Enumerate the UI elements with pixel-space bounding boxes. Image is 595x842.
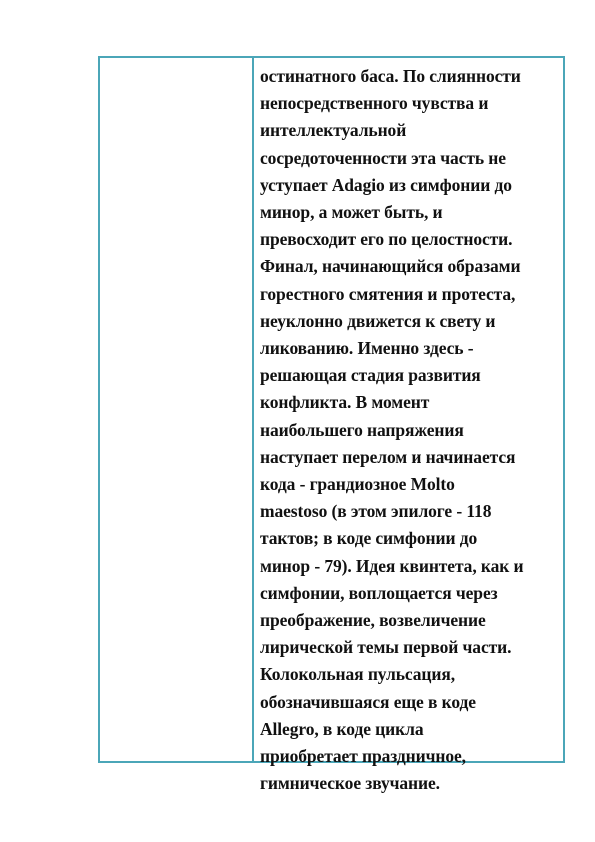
text-line: Колокольная пульсация,	[260, 664, 456, 685]
text-line: maestoso (в этом эпилоге - 118	[260, 501, 492, 522]
table-cell-left-empty	[100, 58, 254, 761]
content-table	[98, 56, 565, 794]
table-cell-text	[254, 58, 563, 794]
text-line: неуклонно движется к свету и	[260, 310, 496, 331]
text-line: гимническое звучание.	[260, 773, 440, 794]
text-line: непосредственного чувства и	[260, 93, 489, 114]
text-line: приобретает праздничное,	[260, 746, 466, 767]
text-line: лирической темы первой части.	[260, 637, 512, 658]
text-line: преображение, возвеличение	[260, 610, 486, 631]
text-line: наступает перелом и начинается	[260, 446, 516, 467]
text-line: минор - 79). Идея квинтета, как и	[260, 555, 524, 576]
text-line: ликованию. Именно здесь -	[260, 338, 474, 359]
text-line: Финал, начинающийся образами	[260, 256, 521, 277]
text-line: интеллектуальной	[260, 120, 407, 141]
text-line: наибольшего напряжения	[260, 419, 464, 440]
text-line: кода - грандиозное Molto	[260, 474, 455, 495]
text-line: сосредоточенности эта часть не	[260, 147, 506, 168]
text-line: превосходит его по целостности.	[260, 229, 513, 250]
text-line: решающая стадия развития	[260, 365, 481, 386]
text-line: минор, а может быть, и	[260, 202, 443, 223]
text-line: конфликта. В момент	[260, 392, 430, 413]
text-line: обозначившаяся еще в коде	[260, 691, 476, 712]
text-line: уступает Adagio из симфонии до	[260, 174, 512, 195]
text-line: тактов; в коде симфонии до	[260, 528, 478, 549]
text-line: Allegro, в коде цикла	[260, 718, 424, 739]
text-line: горестного смятения и протеста,	[260, 283, 516, 304]
text-line: остинатного баса. По слиянности	[260, 66, 521, 86]
text-line: симфонии, воплощается через	[260, 582, 498, 603]
